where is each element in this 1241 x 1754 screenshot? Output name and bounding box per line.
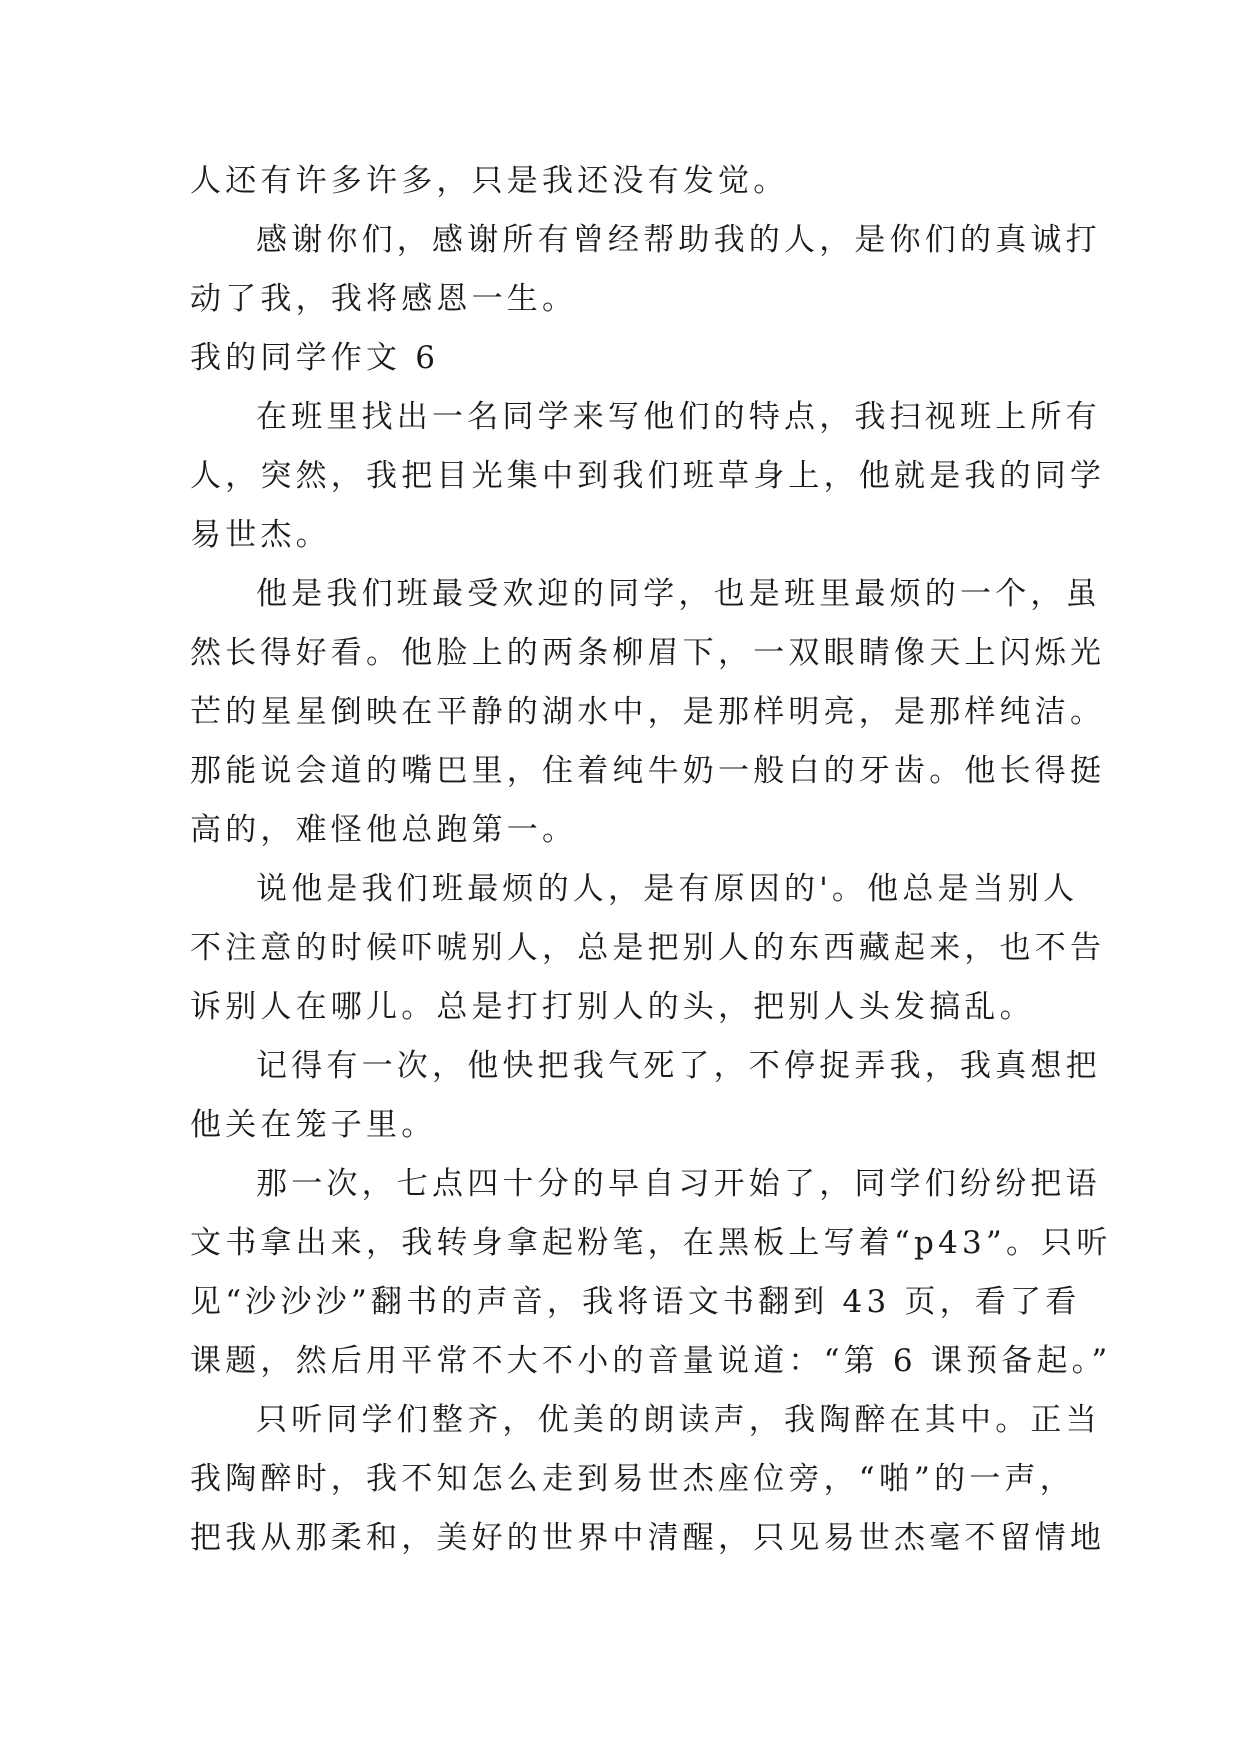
paragraph-start-line: 在班里找出一名同学来写他们的特点，我扫视班上所有 [256,399,1101,435]
document-page [190,152,1112,1568]
text-line: 诉别人在哪儿。总是打打别人的头，把别人头发搞乱。 [190,989,1035,1025]
paragraph-start-line: 那一次，七点四十分的早自习开始了，同学们纷纷把语 [256,1166,1101,1202]
text-line: 芒的星星倒映在平静的湖水中，是那样明亮，是那样纯洁。 [190,694,1106,730]
text-line: 人还有许多许多，只是我还没有发觉。 [190,163,789,199]
paragraph-start-line: 记得有一次，他快把我气死了，不停捉弄我，我真想把 [256,1048,1101,1084]
text-line: 文书拿出来，我转身拿起粉笔，在黑板上写着“p43”。只听 [190,1225,1112,1261]
paragraph-start-line: 感谢你们，感谢所有曾经帮助我的人，是你们的真诚打 [256,222,1101,258]
text-line: 把我从那柔和，美好的世界中清醒，只见易世杰毫不留情地 [190,1520,1106,1556]
text-line: 我陶醉时，我不知怎么走到易世杰座位旁，“啪”的一声， [190,1461,1075,1497]
text-line: 高的，难怪他总跑第一。 [190,812,578,848]
text-line: 人，突然，我把目光集中到我们班草身上，他就是我的同学 [190,458,1106,494]
text-line: 不注意的时候吓唬别人，总是把别人的东西藏起来，也不告 [190,930,1106,966]
text-line: 动了我，我将感恩一生。 [190,281,578,317]
text-line: 那能说会道的嘴巴里，住着纯牛奶一般白的牙齿。他长得挺 [190,753,1106,789]
paragraph-start-line: 他是我们班最受欢迎的同学，也是班里最烦的一个，虽 [256,576,1101,612]
text-line: 易世杰。 [190,517,331,553]
section-heading: 我的同学作文 6 [190,340,440,376]
text-line: 然长得好看。他脸上的两条柳眉下，一双眼睛像天上闪烁光 [190,635,1106,671]
text-line: 课题，然后用平常不大不小的音量说道：“第 6 课预备起。” [190,1343,1112,1379]
paragraph-start-line: 说他是我们班最烦的人，是有原因的'。他总是当别人 [256,871,1079,907]
text-line: 他关在笼子里。 [190,1107,437,1143]
text-line: 见“沙沙沙”翻书的声音，我将语文书翻到 43 页，看了看 [190,1284,1081,1320]
paragraph-start-line: 只听同学们整齐，优美的朗读声，我陶醉在其中。正当 [256,1402,1101,1438]
